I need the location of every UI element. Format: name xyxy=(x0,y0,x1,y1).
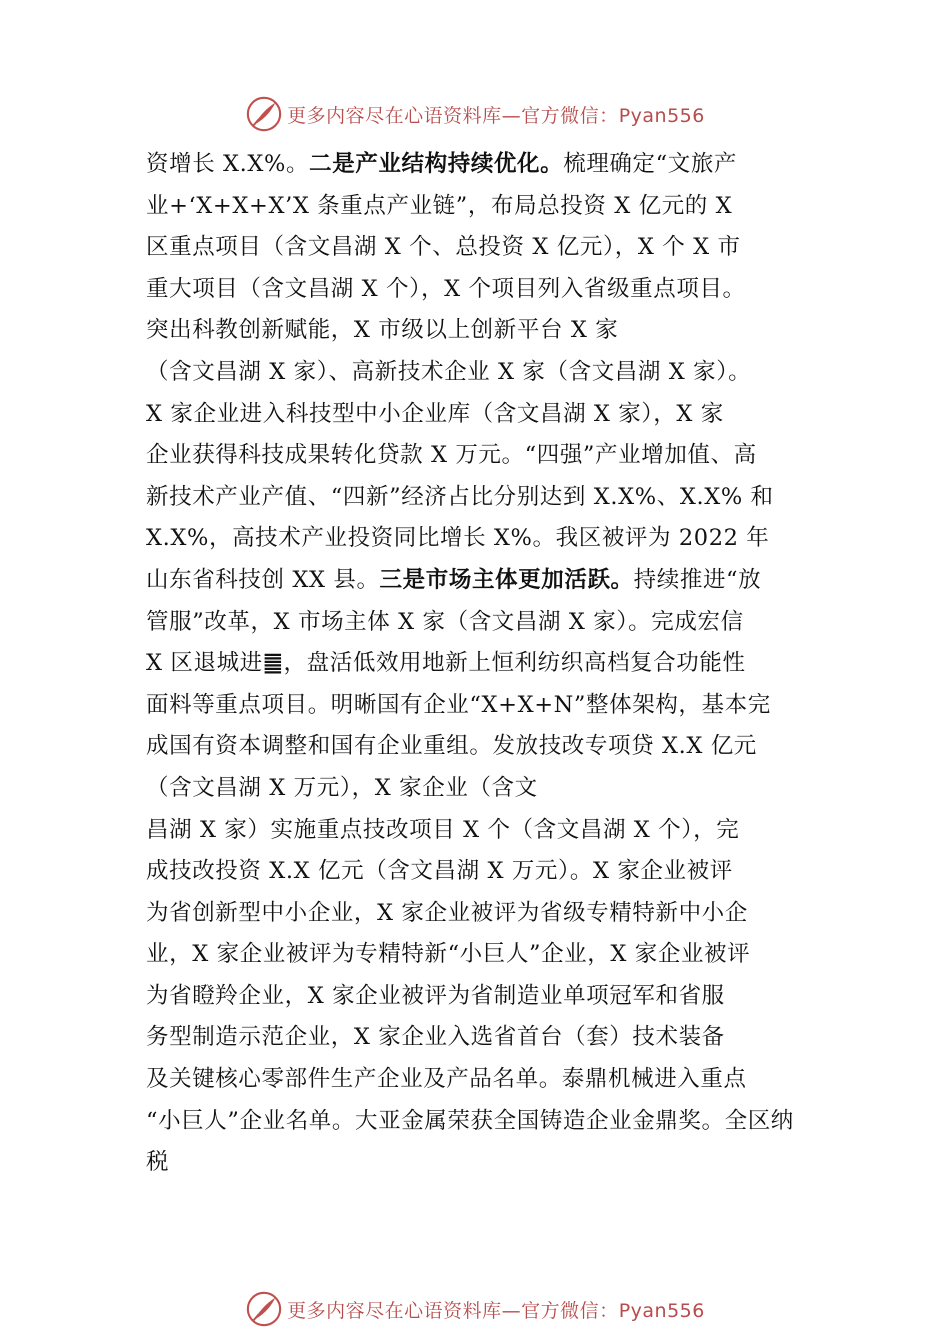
text-line xyxy=(146,810,818,852)
text-run: 区重点项目（含文昌湖 X 个、总投资 X 亿元），X 个 X 市 xyxy=(146,234,741,261)
text-run: X 区退城进䷀，盘活低效用地新上恒利纺织高档复合功能性 xyxy=(146,650,746,677)
text-line xyxy=(146,560,818,602)
text-run: （含文昌湖 X 万元），X 家企业（含文 xyxy=(146,774,538,801)
bold-heading-phrase: 二是产业结构持续优化。 xyxy=(309,151,564,177)
text-line xyxy=(146,352,818,394)
text-line xyxy=(146,1142,818,1184)
text-run: X.X%，高技术产业投资同比增长 X%。我区被评为 2022 年 xyxy=(146,525,770,552)
watermark-separator: — xyxy=(501,104,522,127)
text-run: 山东省科技创 XX 县。 xyxy=(146,566,380,593)
quill-logo-icon xyxy=(245,95,283,133)
text-run: 管服”改革，X 市场主体 X 家（含文昌湖 X 家）。完成宏信 xyxy=(146,608,744,635)
text-line xyxy=(146,768,818,810)
text-line xyxy=(146,643,818,685)
watermark-account-label: 官方微信： xyxy=(521,104,619,127)
text-run: 业，X 家企业被评为专精特新“小巨人”企业，X 家企业被评 xyxy=(146,941,751,968)
text-run: 成国有资本调整和国有企业重组。发放技改专项贷 X.X 亿元 xyxy=(146,733,757,760)
text-run: 重大项目（含文昌湖 X 个），X 个项目列入省级重点项目。 xyxy=(146,275,746,302)
text-line xyxy=(146,227,818,269)
text-run: 新技术产业产值、“四新”经济占比分别达到 X.X%、X.X% 和 xyxy=(146,483,774,510)
text-run: （含文昌湖 X 家）、高新技术企业 X 家（含文昌湖 X 家）。 xyxy=(146,358,752,385)
quill-logo-icon xyxy=(245,1290,283,1328)
watermark-separator: — xyxy=(501,1299,522,1322)
text-line xyxy=(146,1059,818,1101)
text-line xyxy=(146,602,818,644)
text-line xyxy=(146,851,818,893)
text-run: 突出科教创新赋能，X 市级以上创新平台 X 家 xyxy=(146,317,619,344)
text-line xyxy=(146,269,818,311)
text-run: X 家企业进入科技型中小企业库（含文昌湖 X 家），X 家 xyxy=(146,400,724,427)
text-line xyxy=(146,934,818,976)
text-run: 资增长 X.X%。 xyxy=(146,151,310,177)
text-run: 及关键核心零部件生产企业及产品名单。泰鼎机械进入重点 xyxy=(146,1066,747,1093)
text-line xyxy=(146,976,818,1018)
text-line xyxy=(146,726,818,768)
text-run: 面料等重点项目。明晰国有企业“X+X+N”整体架构，基本完 xyxy=(146,691,771,718)
text-run: 梳理确定“文旅产 xyxy=(563,151,738,177)
text-run: 税 xyxy=(146,1149,170,1176)
watermark-text xyxy=(287,1296,705,1323)
text-line xyxy=(146,685,818,727)
text-line xyxy=(146,477,818,519)
bold-heading-phrase: 三是市场主体更加活跃。 xyxy=(379,566,634,593)
text-line xyxy=(146,893,818,935)
watermark-text xyxy=(287,101,705,128)
text-line xyxy=(146,144,818,186)
text-run: 业+‘X+X+X’X 条重点产业链”，布局总投资 X 亿元的 X xyxy=(146,192,733,219)
text-run: 持续推进“放 xyxy=(633,566,762,593)
text-run: 成技改投资 X.X 亿元（含文昌湖 X 万元）。X 家企业被评 xyxy=(146,858,733,885)
text-run: 昌湖 X 家）实施重点技改项目 X 个（含文昌湖 X 个），完 xyxy=(146,816,740,843)
watermark-account-id: Pyan556 xyxy=(618,104,705,127)
text-line xyxy=(146,1017,818,1059)
text-run: “小巨人”企业名单。大亚金属荣获全国铸造企业金鼎奖。全区纳 xyxy=(146,1107,794,1134)
text-line xyxy=(146,310,818,352)
text-line xyxy=(146,394,818,436)
text-run: 为省创新型中小企业，X 家企业被评为省级专精特新中小企 xyxy=(146,899,748,926)
text-run: 企业获得科技成果转化贷款 X 万元。“四强”产业增加值、高 xyxy=(146,442,757,469)
text-line xyxy=(146,435,818,477)
watermark-site: 更多内容尽在心语资料库 xyxy=(287,104,502,127)
text-run: 为省瞪羚企业，X 家企业被评为省制造业单项冠军和省服 xyxy=(146,982,725,1009)
watermark-site: 更多内容尽在心语资料库 xyxy=(287,1299,502,1322)
document-body xyxy=(146,144,818,1184)
header-watermark xyxy=(0,94,950,134)
text-line xyxy=(146,186,818,228)
watermark-account-id: Pyan556 xyxy=(618,1299,705,1322)
text-run: 务型制造示范企业，X 家企业入选省首台（套）技术装备 xyxy=(146,1024,725,1051)
text-line xyxy=(146,518,818,560)
watermark-account-label: 官方微信： xyxy=(521,1299,619,1322)
footer-watermark xyxy=(0,1289,950,1329)
text-line xyxy=(146,1101,818,1143)
